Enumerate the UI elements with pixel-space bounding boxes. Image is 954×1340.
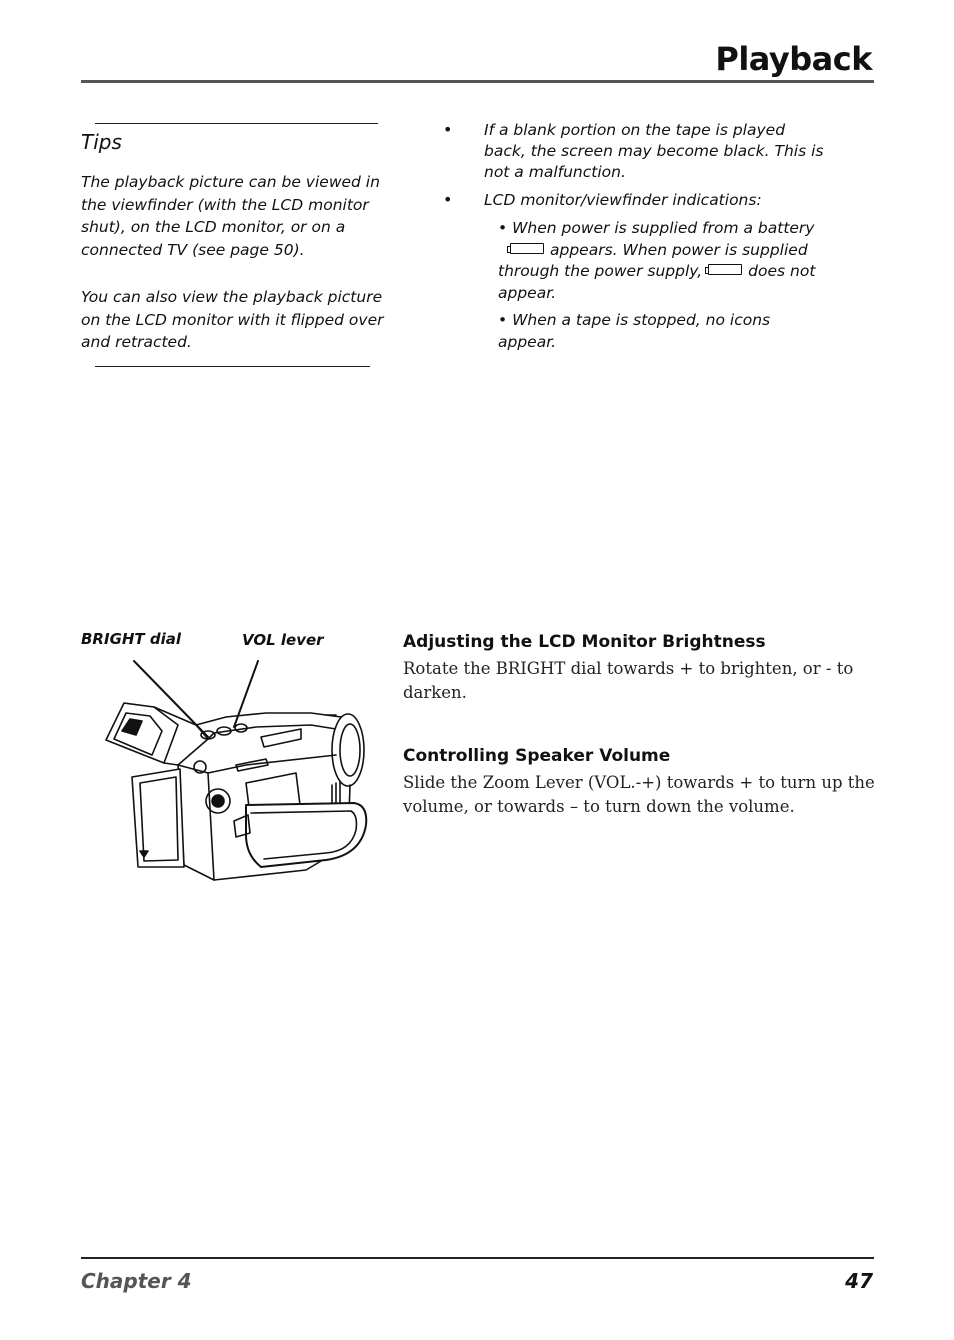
page-title: Playback xyxy=(715,40,872,78)
battery-icon xyxy=(708,264,742,275)
note-power-supply xyxy=(498,218,828,304)
vol-lever-label: VOL lever xyxy=(242,631,324,649)
camcorder-icon xyxy=(96,655,371,885)
tips-top-rule xyxy=(95,123,378,124)
tips-paragraph-1: The playback picture can be viewed in the viewfinder (with the LCD monitor shut), on the LCD monitor, or on a connected TV (see page 50). xyxy=(81,173,380,259)
note-power-line-2: appears. When power is supplied through the power supply, xyxy=(498,240,808,280)
bullet-2: • xyxy=(443,190,453,209)
page-number: 47 xyxy=(845,1269,873,1293)
section-heading-volume: Controlling Speaker Volume xyxy=(403,746,671,766)
section-body-volume: Slide the Zoom Lever (VOL.-+) towards + to turn up the volume, or towards – to turn down the volume. xyxy=(403,773,875,816)
note-indications: LCD monitor/viewfinder indications: xyxy=(484,191,762,209)
battery-icon xyxy=(510,243,544,254)
tips-paragraph-2: You can also view the playback picture on the LCD monitor with it flipped over and retracted. xyxy=(81,288,384,351)
note-power-line-1: • When power is supplied from a battery xyxy=(498,219,815,237)
note-blank-tape: If a blank portion on the tape is played back, the screen may become black. This is not a malfunction. xyxy=(484,121,824,181)
tips-heading: Tips xyxy=(81,130,122,154)
section-body-brightness: Rotate the BRIGHT dial towards + to brighten, or - to darken. xyxy=(403,659,854,702)
footer-rule xyxy=(81,1257,874,1259)
tips-bottom-rule xyxy=(95,366,370,367)
section-heading-brightness: Adjusting the LCD Monitor Brightness xyxy=(403,632,766,652)
footer-chapter: Chapter 4 xyxy=(81,1269,192,1293)
bright-dial-label: BRIGHT dial xyxy=(81,630,182,648)
note-power-line-3: does not appear. xyxy=(498,262,816,302)
note-tape-stopped: • When a tape is stopped, no icons appear. xyxy=(498,311,771,351)
header-rule xyxy=(81,80,874,83)
bullet-1: • xyxy=(443,120,453,139)
